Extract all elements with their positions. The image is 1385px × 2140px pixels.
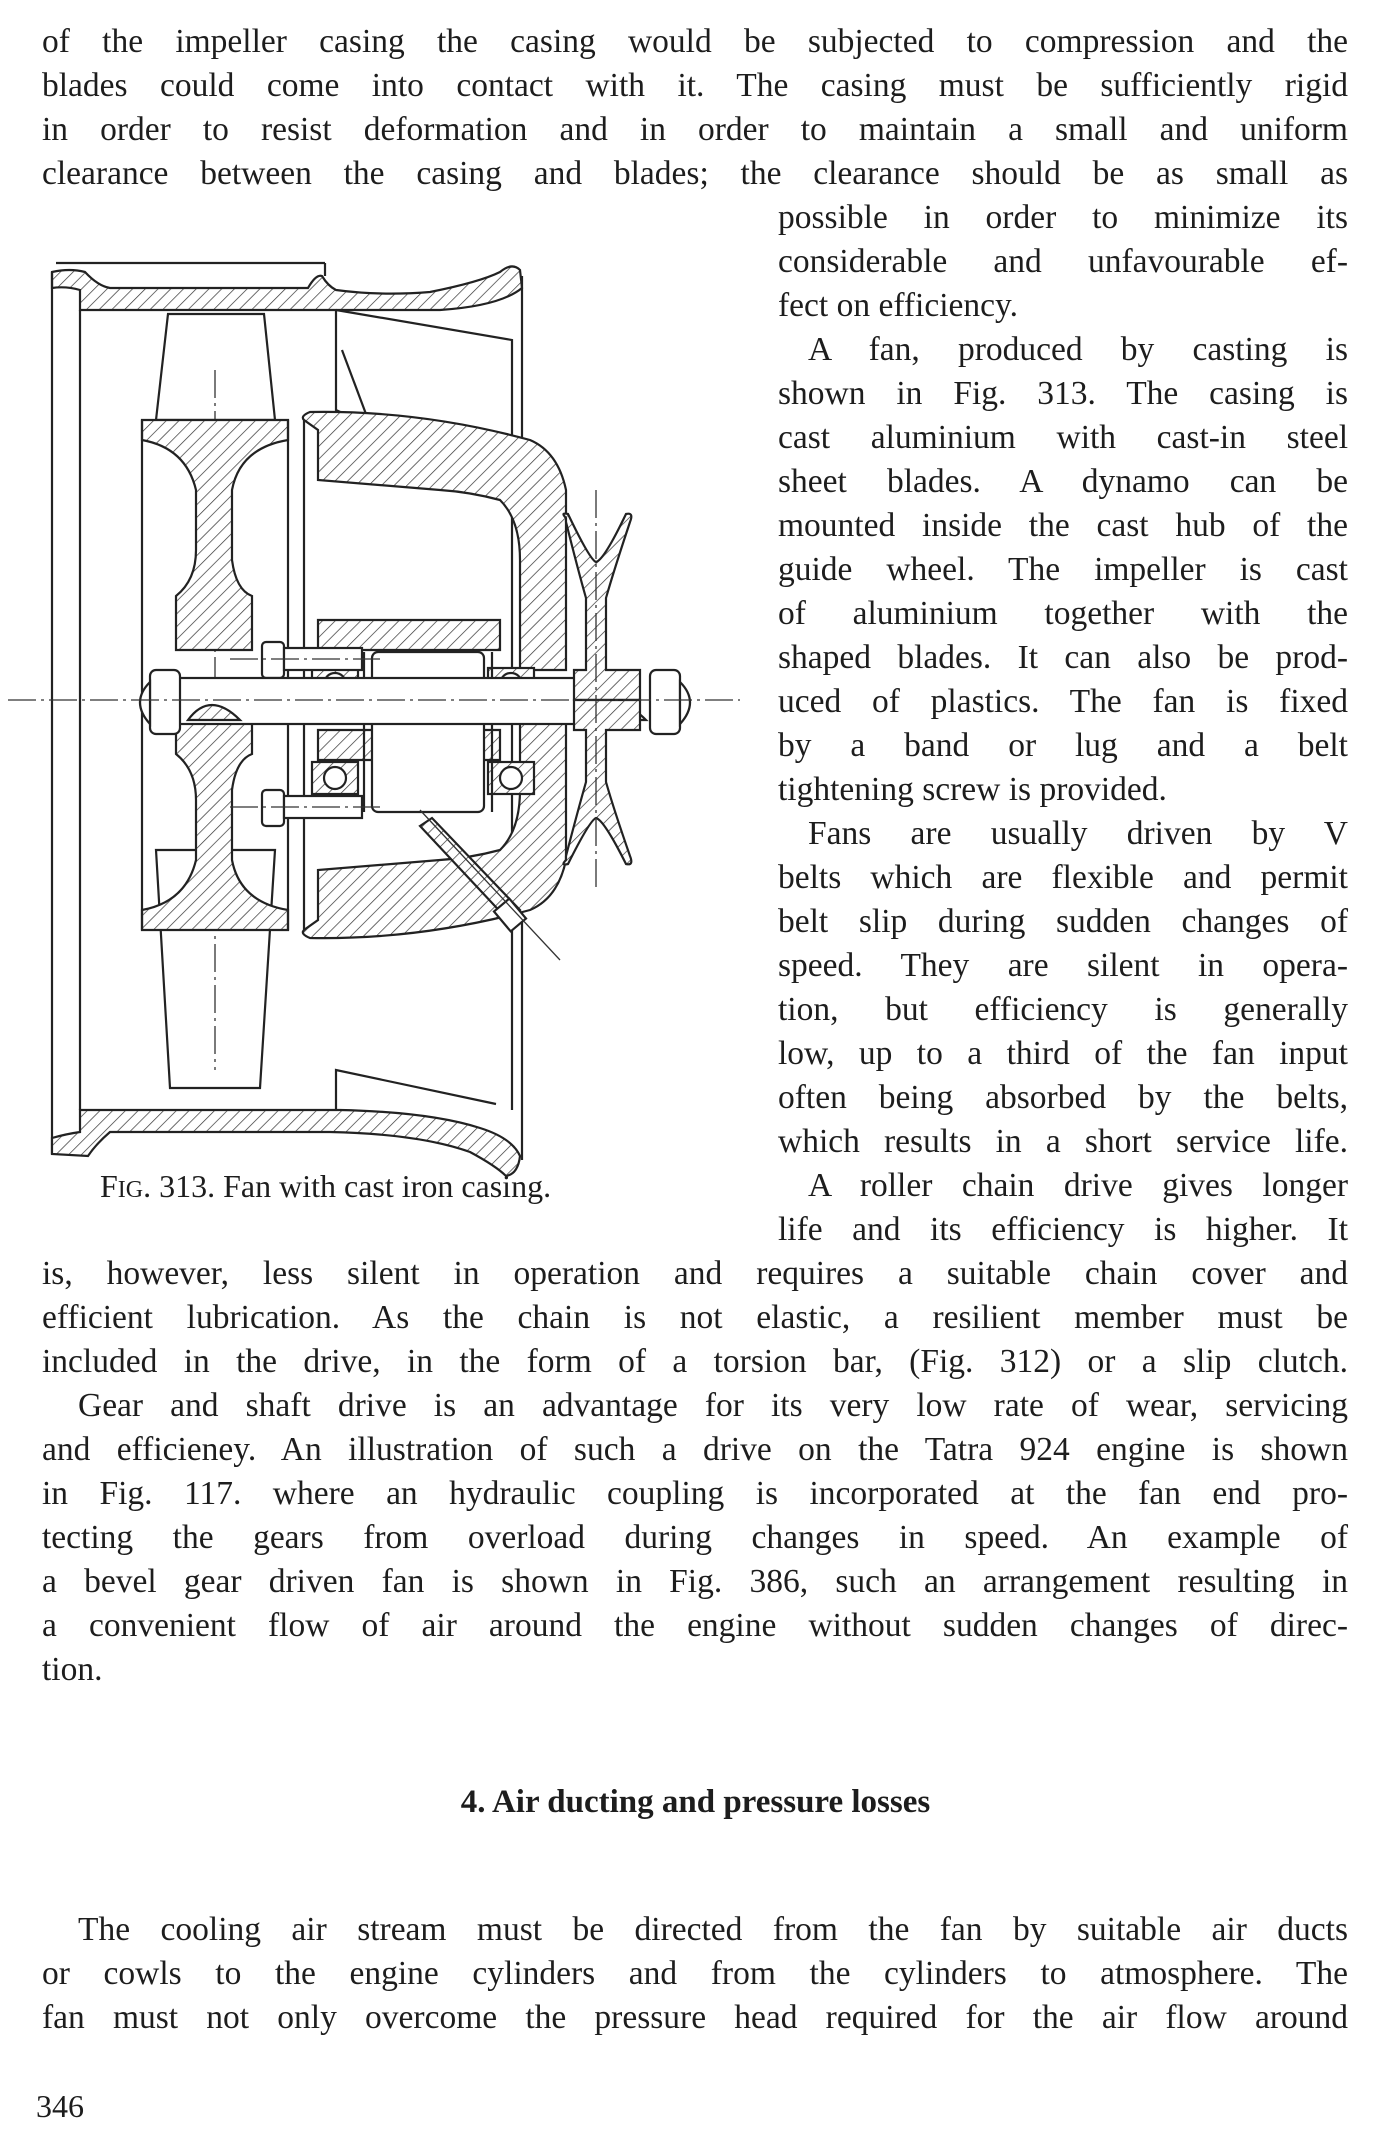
column-line: sheet blades. A dynamo can be [778, 463, 1348, 500]
body-line: efficient lubrication. As the chain is not elastic, a resilient member must be [42, 1299, 1348, 1336]
column-line: by a band or lug and a belt [778, 727, 1348, 764]
column-line: often being absorbed by the belts, [778, 1079, 1348, 1116]
column-line: belt slip during sudden changes of [778, 903, 1348, 940]
column-line: of aluminium together with the [778, 595, 1348, 632]
body-line: Gear and shaft drive is an advantage for its very low rate of wear, servicing [78, 1387, 1348, 1424]
column-line: life and its efficiency is higher. It [778, 1211, 1348, 1248]
column-line: possible in order to minimize its [778, 199, 1348, 236]
column-line: speed. They are silent in opera- [778, 947, 1348, 984]
v-belt-pulley [563, 490, 640, 890]
body-line: blades could come into contact with it. The casing must be sufficiently rigid [42, 67, 1348, 104]
column-line: mounted inside the cast hub of the [778, 507, 1348, 544]
body-line: in order to resist deformation and in order to maintain a small and uniform [42, 111, 1348, 148]
column-line: belts which are flexible and permit [778, 859, 1348, 896]
column-line: which results in a short service life. [778, 1123, 1348, 1160]
body-line: is, however, less silent in operation and requires a suitable chain cover and [42, 1255, 1348, 1292]
body-line: tion. [42, 1651, 103, 1688]
section-heading [0, 1782, 1385, 1822]
section-line: fan must not only overcome the pressure head required for the air flow around [42, 1999, 1348, 2036]
fan-cross-section-drawing [0, 230, 760, 1190]
caption-text: . 313. Fan with cast iron casing. [143, 1168, 552, 1204]
body-line: included in the drive, in the form of a torsion bar, (Fig. 312) or a slip clutch. [42, 1343, 1348, 1380]
section-line: or cowls to the engine cylinders and from the cylinders to atmosphere. The [42, 1955, 1348, 1992]
section-line: The cooling air stream must be directed from the fan by suitable air ducts [78, 1911, 1348, 1948]
column-line: Fans are usually driven by V [808, 815, 1348, 852]
column-line: uced of plastics. The fan is fixed [778, 683, 1348, 720]
caption-prefix: F [100, 1168, 118, 1204]
column-line: low, up to a third of the fan input [778, 1035, 1348, 1072]
body-line: of the impeller casing the casing would be subjected to compression and the [42, 23, 1348, 60]
body-line: and efficieney. An illustration of such a drive on the Tatra 924 engine is shown [42, 1431, 1348, 1468]
body-line: tecting the gears from overload during changes in speed. An example of [42, 1519, 1348, 1556]
body-line: clearance between the casing and blades; the clearance should be as small as [42, 155, 1348, 192]
column-line: shown in Fig. 313. The casing is [778, 375, 1348, 412]
section-heading-text: 4. Air ducting and pressure losses [460, 1784, 931, 1820]
page-number: 346 [36, 2088, 84, 2124]
column-line: shaped blades. It can also be prod- [778, 639, 1348, 676]
column-line: tion, but efficiency is generally [778, 991, 1348, 1028]
column-line: A roller chain drive gives longer [808, 1167, 1348, 1204]
column-line: considerable and unfavourable ef- [778, 243, 1348, 280]
body-line: a bevel gear driven fan is shown in Fig. 386, such an arrangement resulting in [42, 1563, 1348, 1600]
column-line: guide wheel. The impeller is cast [778, 551, 1348, 588]
column-line: cast aluminium with cast-in steel [778, 419, 1348, 456]
column-line: fect on efficiency. [778, 287, 1018, 324]
caption-smallcaps: IG [117, 1177, 144, 1203]
body-line: in Fig. 117. where an hydraulic coupling is incorporated at the fan end pro- [42, 1475, 1348, 1512]
body-line: a convenient flow of air around the engine without sudden changes of direc- [42, 1607, 1348, 1644]
column-line: tightening screw is provided. [778, 771, 1167, 808]
column-line: A fan, produced by casting is [808, 331, 1348, 368]
